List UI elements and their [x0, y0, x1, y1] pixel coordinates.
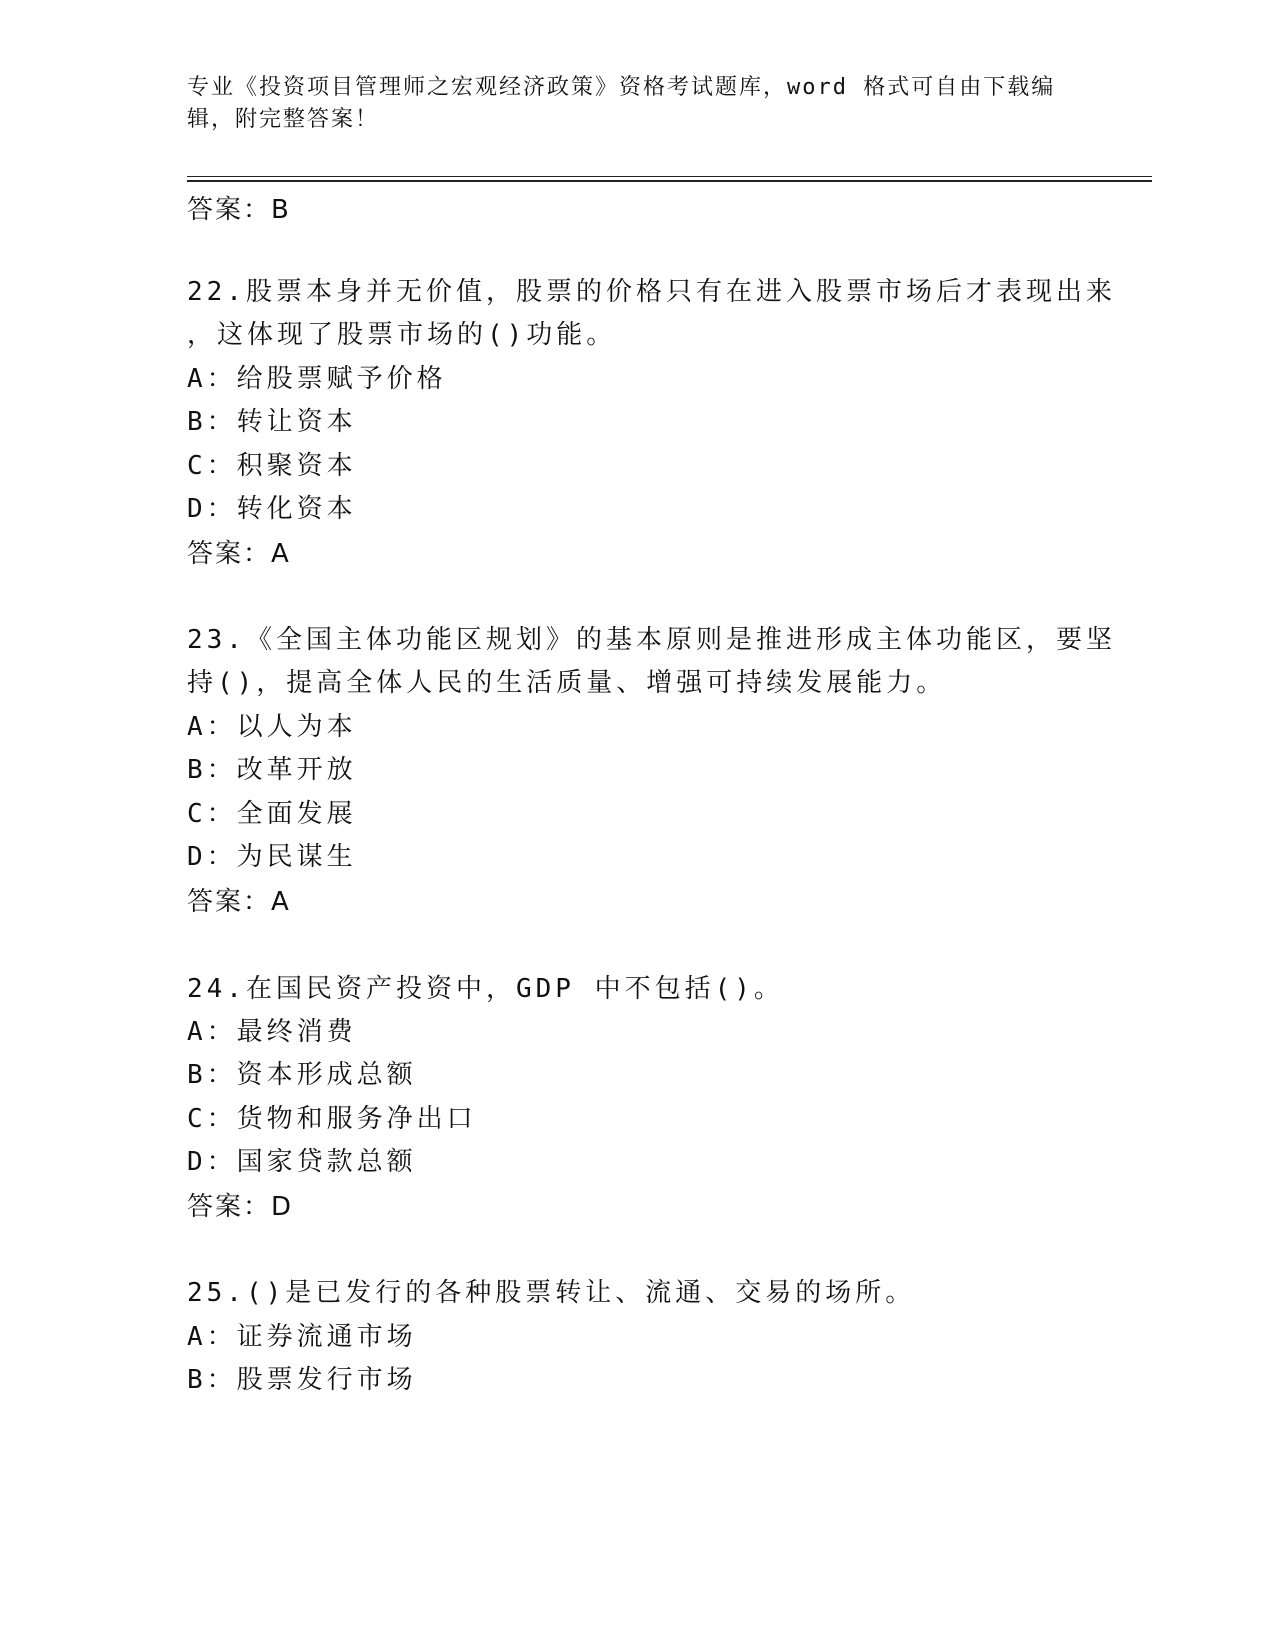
question-25-option-b: B：股票发行市场: [187, 1365, 417, 1395]
question-22-stem-line1: 22.股票本身并无价值，股票的价格只有在进入股票市场后才表现出来: [187, 277, 1116, 307]
question-22-option-b: B：转让资本: [187, 407, 357, 437]
question-24-option-d: D：国家贷款总额: [187, 1147, 417, 1177]
question-24-option-c: C：货物和服务净出口: [187, 1104, 477, 1134]
question-25-option-a: A：证券流通市场: [187, 1322, 417, 1352]
header-divider-thick: [187, 180, 1152, 182]
answer-q24: 答案：D: [187, 1192, 294, 1222]
question-23-option-d: D：为民谋生: [187, 842, 357, 872]
document-header: 专业《投资项目管理师之宏观经济政策》资格考试题库，word 格式可自由下载编辑，附完整答案！: [187, 75, 1056, 132]
question-24-option-a: A：最终消费: [187, 1017, 357, 1047]
question-22-option-c: C：积聚资本: [187, 451, 357, 481]
question-23-option-c: C：全面发展: [187, 799, 357, 829]
answer-q21: 答案：B: [187, 195, 291, 225]
question-23-option-a: A：以人为本: [187, 712, 357, 742]
header-divider-thin: [187, 176, 1152, 177]
answer-q23: 答案：A: [187, 887, 291, 917]
question-25-stem-line1: 25.()是已发行的各种股票转让、流通、交易的场所。: [187, 1278, 916, 1308]
question-24-option-b: B：资本形成总额: [187, 1060, 417, 1090]
question-24-stem-line1: 24.在国民资产投资中，GDP 中不包括()。: [187, 974, 784, 1004]
question-23-option-b: B：改革开放: [187, 755, 357, 785]
question-23-stem-line1: 23.《全国主体功能区规划》的基本原则是推进形成主体功能区，要坚: [187, 625, 1116, 655]
question-22-stem-line2: ，这体现了股票市场的()功能。: [187, 320, 617, 350]
question-22-option-a: A：给股票赋予价格: [187, 364, 447, 394]
question-22-option-d: D：转化资本: [187, 494, 357, 524]
question-23-stem-line2: 持()，提高全体人民的生活质量、增强可持续发展能力。: [187, 668, 947, 698]
answer-q22: 答案：A: [187, 539, 291, 569]
